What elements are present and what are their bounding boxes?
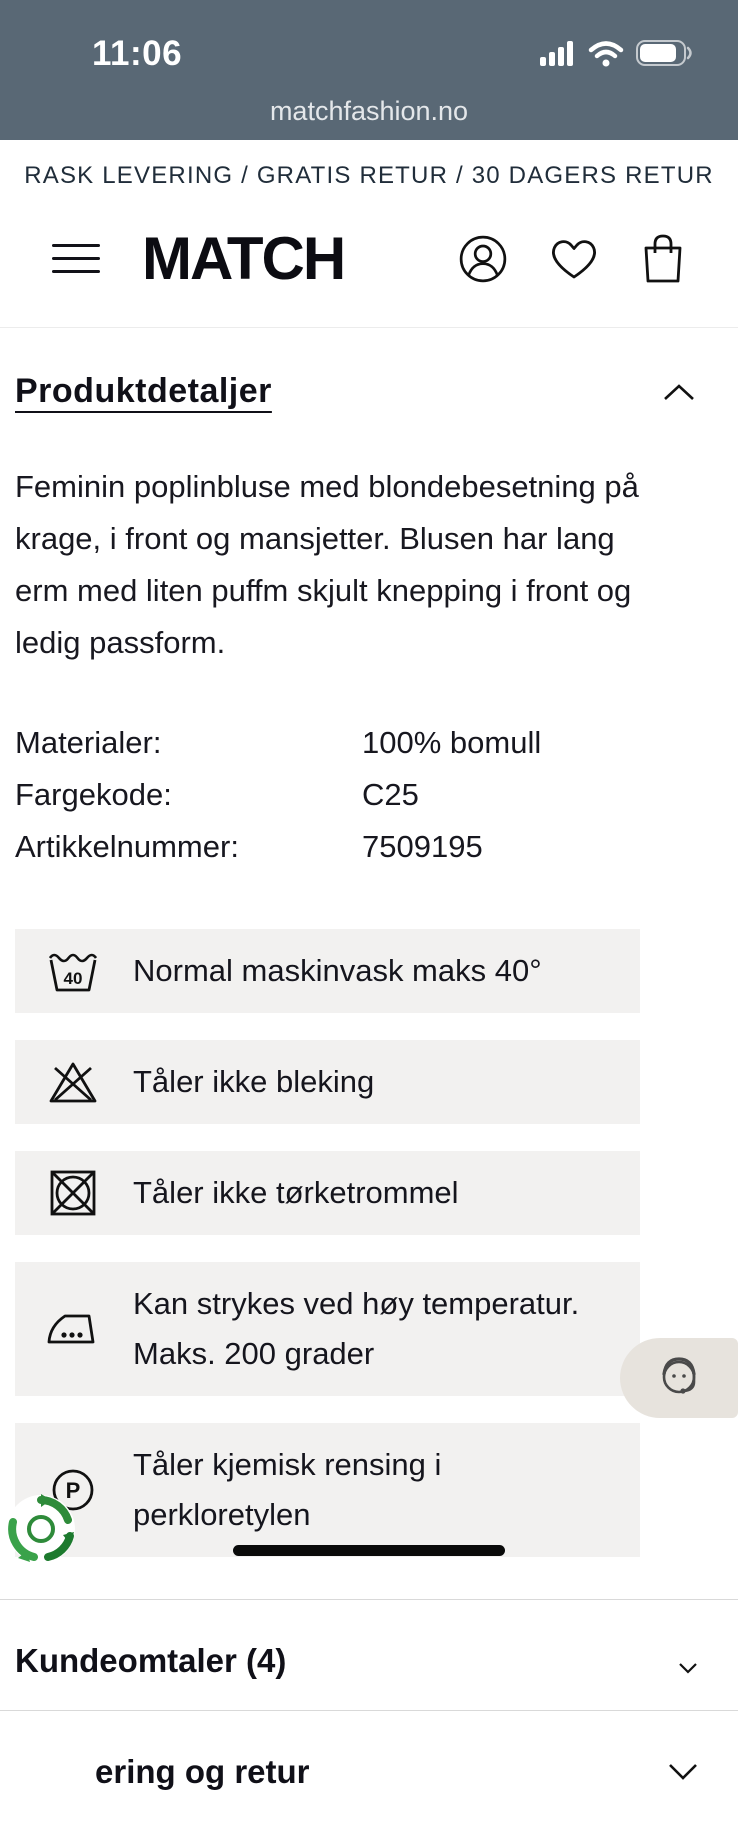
care-instruction-list xyxy=(15,929,640,1557)
browser-url[interactable]: matchfashion.no xyxy=(269,96,469,126)
promo-banner: RASK LEVERING / GRATIS RETUR / 30 DAGERS RETUR xyxy=(24,162,714,189)
care-row xyxy=(15,1423,640,1557)
spec-value: 100% bomull xyxy=(362,725,542,760)
care-row xyxy=(15,1040,640,1124)
spec-list xyxy=(15,717,723,873)
site-header xyxy=(0,190,738,328)
care-row xyxy=(15,1262,640,1396)
signal-icon xyxy=(540,38,576,68)
status-bar xyxy=(0,0,738,140)
care-text: Normal maskinvask maks 40° xyxy=(133,953,542,988)
clock: 11:06 xyxy=(92,34,183,73)
spec-row xyxy=(15,769,723,821)
svg-text:P: P xyxy=(65,1478,81,1503)
chevron-up-icon[interactable] xyxy=(663,382,695,402)
no-tumble-dry-icon xyxy=(45,1168,101,1218)
reviews-title[interactable]: Kundeomtaler (4) xyxy=(15,1642,287,1679)
care-row xyxy=(15,1151,640,1235)
wishlist-heart-icon[interactable] xyxy=(548,235,600,283)
chevron-down-icon[interactable] xyxy=(678,1662,698,1675)
shipping-accordion-header[interactable] xyxy=(0,1711,738,1821)
care-text: Kan strykes ved høy temperatur. Maks. 200 grader xyxy=(133,1286,580,1371)
product-details-accordion-header[interactable] xyxy=(15,372,723,411)
wash-40-icon xyxy=(45,948,101,994)
svg-text:40: 40 xyxy=(63,969,83,988)
care-text: Tåler ikke bleking xyxy=(133,1064,375,1099)
spec-row xyxy=(15,717,723,769)
no-bleach-icon xyxy=(45,1059,101,1105)
product-details-title[interactable]: Produktdetaljer xyxy=(15,372,272,410)
home-indicator[interactable] xyxy=(233,1545,505,1556)
eco-recycle-icon xyxy=(4,1492,78,1566)
care-row xyxy=(15,929,640,1013)
care-text: Tåler ikke tørketrommel xyxy=(133,1175,459,1210)
spec-label: Materialer: xyxy=(15,725,162,760)
chevron-down-icon[interactable] xyxy=(668,1763,698,1782)
product-description: Feminin poplinbluse med blondebesetning på krage, i front og mansjetter. Blusen har lang erm med liten puffm skjult knepping i front og ledig passform. xyxy=(15,469,639,660)
wifi-icon xyxy=(588,38,624,68)
spec-value: C25 xyxy=(362,777,419,812)
iron-high-icon xyxy=(45,1308,101,1350)
chat-widget-button[interactable] xyxy=(620,1338,738,1418)
shipping-title[interactable]: ering og retur xyxy=(95,1753,310,1790)
care-text: Tåler kjemisk rensing i perkloretylen xyxy=(133,1447,442,1532)
reviews-accordion-header[interactable] xyxy=(0,1600,738,1710)
cart-bag-icon[interactable] xyxy=(640,233,686,285)
spec-label: Artikkelnummer: xyxy=(15,829,239,864)
battery-icon xyxy=(636,39,694,67)
brand-logo[interactable]: MATCH xyxy=(142,225,345,292)
spec-value: 7509195 xyxy=(362,829,483,864)
support-agent-icon xyxy=(651,1350,707,1406)
spec-row xyxy=(15,821,723,873)
account-icon[interactable] xyxy=(458,234,508,284)
spec-label: Fargekode: xyxy=(15,777,172,812)
menu-icon[interactable] xyxy=(52,234,100,283)
